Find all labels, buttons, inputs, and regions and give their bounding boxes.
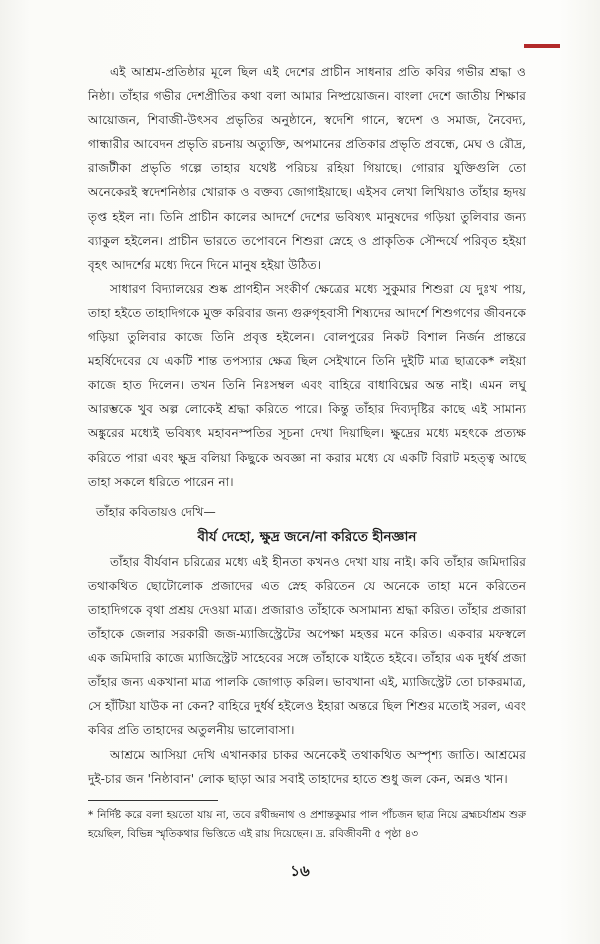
footnote-text: * নির্দিষ্ট করে বলা হয়তো যায় না, তবে রথীন্দ্রনাথ ও প্রশান্তকুমার পাল পাঁচজন ছাত্র নিয়ে ব্রহ্মচর্যাশ্রম শুরু হয়েছিল, বিভিন্ন স্মৃতিকথার ভিত্তিতে এই রায় দিয়েছেন। দ্র. রবিজীবনী ৫ পৃষ্ঠা ৪৩: [88, 809, 526, 840]
paragraph-1: এই আশ্রম-প্রতিষ্ঠার মূলে ছিল এই দেশের প্রাচীন সাধনার প্রতি কবির গভীর শ্রদ্ধা ও নিষ্ঠা। তাঁহার গভীর দেশপ্রীতির কথা বলা আমার নিষ্প্রয়োজন। বাংলা দেশে জাতীয় শিক্ষার আয়োজন, শিবাজী-উৎসব প্রভৃতির অনুষ্ঠানে, স্বদেশি গানে, স্বদেশ ও সমাজ, নৈবেদ্য, গান্ধারীর আবেদন প্রভৃতি রচনায় অত্যুক্তি, অপমানের প্রতিকার প্রভৃতি প্রবন্ধে, মেঘ ও রৌদ্র, রাজটীকা প্রভৃতি গল্পে তাহার যথেষ্ট পরিচয় রহিয়া গিয়াছে। গোরার যুক্তিগুলি তো অনেকেরই স্বদেশনিষ্ঠার খোরাক ও বক্তব্য জোগাইয়াছে। এইসব লেখা লিখিয়াও তাঁহার হৃদয় তৃপ্ত হইল না। তিনি প্রাচীন কালের আদর্শে দেশের ভবিষ্যৎ মানুষদের গড়িয়া তুলিবার জন্য ব্যাকুল হইলেন। প্রাচীন ভারতে তপোবনে শিশুরা স্নেহে ও প্রাকৃতিক সৌন্দর্যে পরিবৃত হইয়া বৃহৎ আদর্শের মধ্যে দিনে দিনে মানুষ হইয়া উঠিত।: [88, 65, 526, 272]
footnote-divider: [88, 800, 218, 801]
red-corner-mark: [524, 44, 560, 48]
verse-lead-in: তাঁহার কবিতায়ও দেখি—: [96, 504, 216, 519]
paragraph-3: তাঁহার বীর্যবান চরিত্রের মধ্যে এই হীনতা কখনও দেখা যায় নাই। কবি তাঁহার জমিদারির তথাকথিত ছোটোলোক প্রজাদের এত স্নেহ করিতেন যে অনেকে তাহা মনে করিতেন তাহাদিগকে বৃথা প্রশ্রয় দেওয়া মাত্র। প্রজারাও তাঁহাকে অসামান্য শ্রদ্ধা করিত। তাঁহার প্রজারা তাঁহাকে জেলার সরকারী জজ-ম্যাজিস্ট্রেটের অপেক্ষা মহত্তর মনে করিত। একবার মফস্বলে এক জমিদারি কাজে ম্যাজিস্ট্রেট সাহেবের সঙ্গে তাঁহাকে যাইতে হইবে। তাঁহার এক দুর্ধর্ষ প্রজা তাঁহার জন্য একখানা মাত্র পালকি জোগাড় করিল। ভাবখানা এই, ম্যাজিস্ট্রেট তো চাকরমাত্র, সে হাঁটিয়া যাউক না কেন? বাহিরে দুর্ধর্ষ হইলেও ইহারা অন্তরে ছিল শিশুর মতোই সরল, এবং কবির প্রতি তাহাদের অতুলনীয় ভালোবাসা।: [88, 554, 526, 738]
paragraph-4: আশ্রমে আসিয়া দেখি এখানকার চাকর অনেকেই তথাকথিত অস্পৃশ্য জাতি। আশ্রমের দুই-চার জন 'নিষ্ঠাবান' লোক ছাড়া আর সবাই তাহাদের হাতে শুধু জল কেন, অন্নও খান।: [88, 747, 526, 786]
page-number: ১৬: [290, 862, 310, 880]
footnote: [88, 806, 526, 844]
paragraph-2: সাধারণ বিদ্যালয়ের শুষ্ক প্রাণহীন সংকীর্ণ ক্ষেত্রের মধ্যে সুকুমার শিশুরা যে দুঃখ পায়, তাহা হইতে তাহাদিগকে মুক্ত করিবার জন্য গুরুগৃহবাসী শিষ্যদের আদর্শে শিশুগণের জীবনকে গড়িয়া তুলিবার কাজে তিনি প্রবৃত্ত হইলেন। বোলপুরের নিকট বিশাল নির্জন প্রান্তরে মহর্ষিদেবের যে একটি শান্ত তপস্যার ক্ষেত্র ছিল সেইখানে তিনি দুইটি মাত্র ছাত্রকে* লইয়া কাজে হাত দিলেন। তখন তিনি নিঃসম্বল এবং বাহিরে বাধাবিঘ্নের অন্ত নাই। এমন লঘু আরম্ভকে খুব অল্প লোকেই শ্রদ্ধা করিতে পারে। কিন্তু তাঁহার দিব্যদৃষ্টির কাছে এই সামান্য অঙ্কুরের মধ্যেই ভবিষ্যৎ মহাবনস্পতির সূচনা দেখা দিয়াছিল। ক্ষুদ্রের মধ্যে মহৎকে প্রত্যক্ষ করিতে পারা এবং ক্ষুদ্র বলিয়া কিছুকে অবজ্ঞা না করার মধ্যে যে একটি বিরাট মহত্ত্ব আছে তাহা সকলে ধরিতে পারেন না।: [88, 281, 526, 489]
body-text: [88, 60, 526, 791]
verse-line: বীর্য দেহো, ক্ষুদ্র জনে/না করিতে হীনজ্ঞান: [197, 528, 417, 545]
